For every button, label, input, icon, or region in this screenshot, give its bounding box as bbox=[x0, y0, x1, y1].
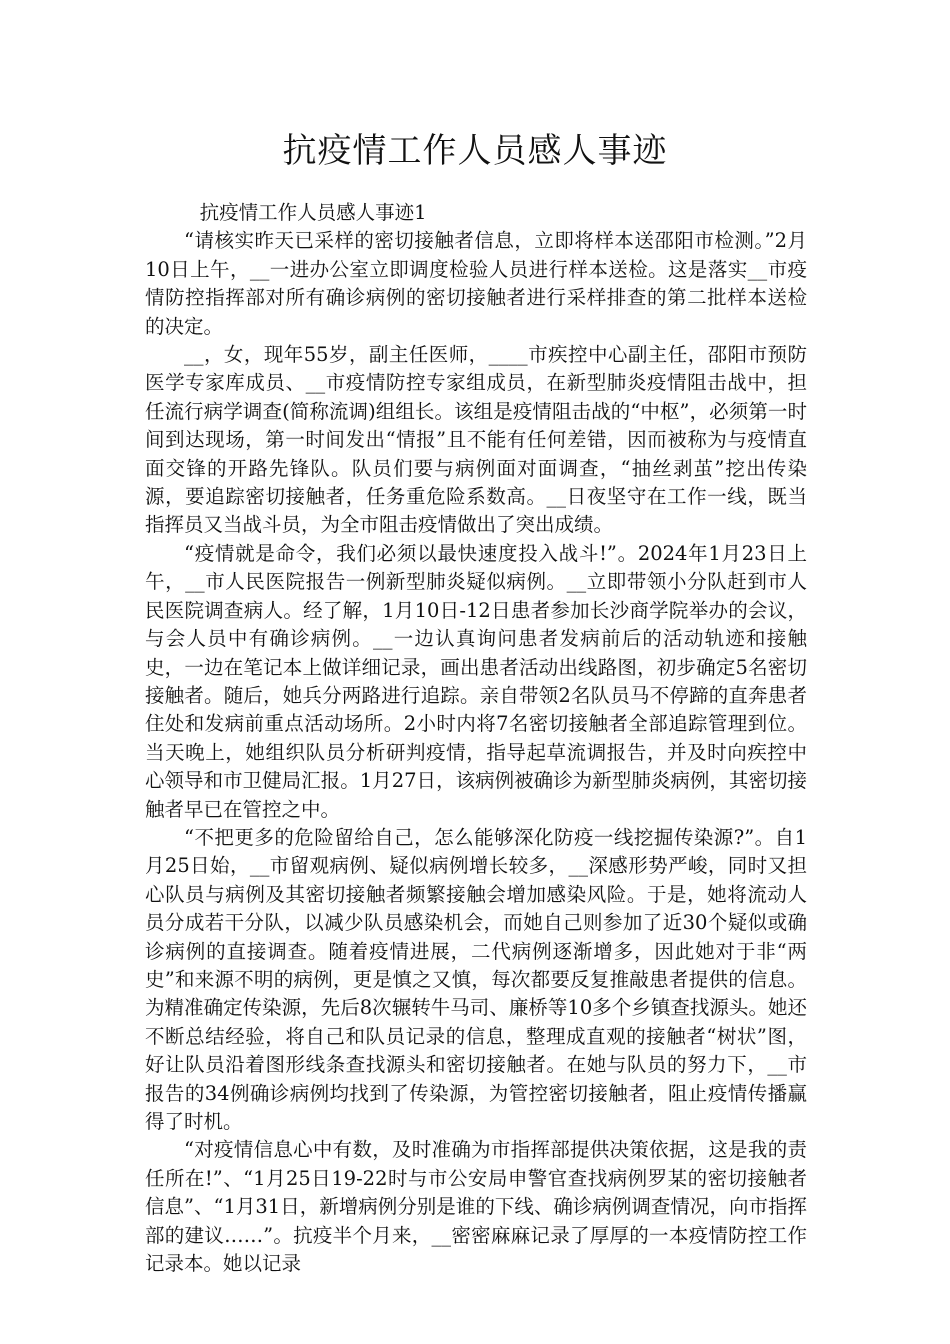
paragraph-5: “对疫情信息心中有数，及时准确为市指挥部提供决策依据，这是我的责任所在!”、“1月25日19-22时与市公安局申警官查找病例罗某的密切接触者信息”、“1月31日，新增病例分别是谁的下线、确诊病例调查情况，向市指挥部的建议……”。抗疫半个月来，__密密麻麻记录了厚厚的一本疫情防控工作记录本。她以记录 bbox=[145, 1138, 807, 1276]
paragraph-2: __，女，现年55岁，副主任医师，____市疾控中心副主任，邵阳市预防医学专家库成员、__市疫情防控专家组成员，在新型肺炎疫情阻击战中，担任流行病学调查(简称流调)组组长。该组是疫情阻击战的“中枢”，必须第一时间到达现场，第一时间发出“情报”且不能有任何差错，因而被称为与疫情直面交锋的开路先锋队。队员们要与病例面对面调查，“抽丝剥茧”挖出传染源，要追踪密切接触者，任务重危险系数高。__日夜坚守在工作一线，既当指挥员又当战斗员，为全市阻击疫情做出了突出成绩。 bbox=[145, 343, 807, 537]
paragraph-1: “请核实昨天已采样的密切接触者信息，立即将样本送邵阳市检测。”2月10日上午，__一进办公室立即调度检验人员进行样本送检。这是落实__市疫情防控指挥部对所有确诊病例的密切接触者进行采样排查的第二批样本送检的决定。 bbox=[145, 229, 807, 338]
paragraph-4: “不把更多的危险留给自己，怎么能够深化防疫一线挖掘传染源?”。自1月25日始，__市留观病例、疑似病例增长较多，__深感形势严峻，同时又担心队员与病例及其密切接触者频繁接触会增加感染风险。于是，她将流动人员分成若干分队，以减少队员感染机会，而她自己则参加了近30个疑似或确诊病例的直接调查。随着疫情进展，二代病例逐渐增多，因此她对于非“两史”和来源不明的病例，更是慎之又慎，每次都要反复推敲患者提供的信息。为精准确定传染源，先后8次辗转牛马司、廉桥等10多个乡镇查找源头。她还不断总结经验，将自己和队员记录的信息，整理成直观的接触者“树状”图，好让队员沿着图形线条查找源头和密切接触者。在她与队员的努力下，__市报告的34例确诊病例均找到了传染源，为管控密切接触者，阻止疫情传播赢得了时机。 bbox=[145, 825, 807, 1133]
section-subtitle: 抗疫情工作人员感人事迹1 bbox=[199, 201, 427, 224]
document-body bbox=[145, 199, 807, 1278]
document-title: 抗疫情工作人员感人事迹 bbox=[282, 131, 668, 171]
paragraph-3: “疫情就是命令，我们必须以最快速度投入战斗!”。2024年1月23日上午，__市人民医院报告一例新型肺炎疑似病例。__立即带领小分队赶到市人民医院调查病人。经了解，1月10日-12日患者参加长沙商学院举办的会议，与会人员中有确诊病例。__一边认真询问患者发病前后的活动轨迹和接触史，一边在笔记本上做详细记录，画出患者活动出线路图，初步确定5名密切接触者。随后，她兵分两路进行追踪。亲自带领2名队员马不停蹄的直奔患者住处和发病前重点活动场所。2小时内将7名密切接触者全部追踪管理到位。当天晚上，她组织队员分析研判疫情，指导起草流调报告，并及时向疾控中心领导和市卫健局汇报。1月27日，该病例被确诊为新型肺炎病例，其密切接触者早已在管控之中。 bbox=[145, 541, 807, 821]
